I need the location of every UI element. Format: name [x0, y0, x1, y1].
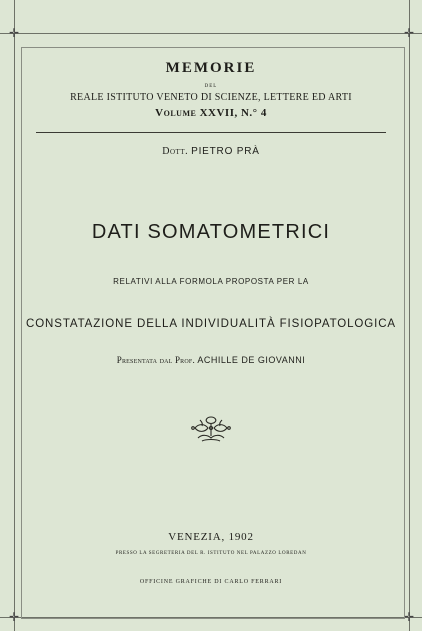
volume-number: Volume XXVII, N.° 4 [155, 107, 267, 119]
institute-name: REALE ISTITUTO VENETO DI SCIENZE, LETTERE ED ARTI [70, 92, 352, 103]
crop-line-top [0, 33, 422, 34]
header-divider [36, 132, 386, 133]
printer-line: OFFICINE GRAFICHE DI CARLO FERRARI [139, 579, 283, 585]
crosshair-mark-bottom-right: ✛ [403, 610, 415, 624]
subtitle-line-1: RELATIVI ALLA FORMOLA PROPOSTA PER LA [113, 277, 309, 286]
presented-prefix: Presentata dal Prof. [116, 355, 195, 365]
ornament-vignette-icon [190, 414, 232, 444]
del-text: DEL [204, 84, 218, 89]
series-title: MEMORIE [165, 60, 257, 76]
main-title: DATI SOMATOMETRICI [91, 221, 331, 243]
author-name: PIETRO PRÀ [191, 146, 260, 157]
crosshair-mark-top-right: ✛ [403, 26, 415, 40]
presented-by-line [0, 355, 422, 365]
author-prefix: Dott. [162, 146, 189, 157]
place-and-year: VENEZIA, 1902 [168, 531, 254, 543]
crosshair-mark-bottom-left: ✛ [8, 610, 20, 624]
publisher-line: PRESSO LA SEGRETERIA DEL R. ISTITUTO NEL PALAZZO LOREDAN [115, 551, 307, 556]
author-line [0, 146, 422, 157]
crosshair-mark-top-left: ✛ [8, 26, 20, 40]
presenter-name: ACHILLE DE GIOVANNI [197, 355, 306, 365]
subtitle-line-2: CONSTATAZIONE DELLA INDIVIDUALITÀ FISIOPATOLOGICA [26, 318, 396, 330]
